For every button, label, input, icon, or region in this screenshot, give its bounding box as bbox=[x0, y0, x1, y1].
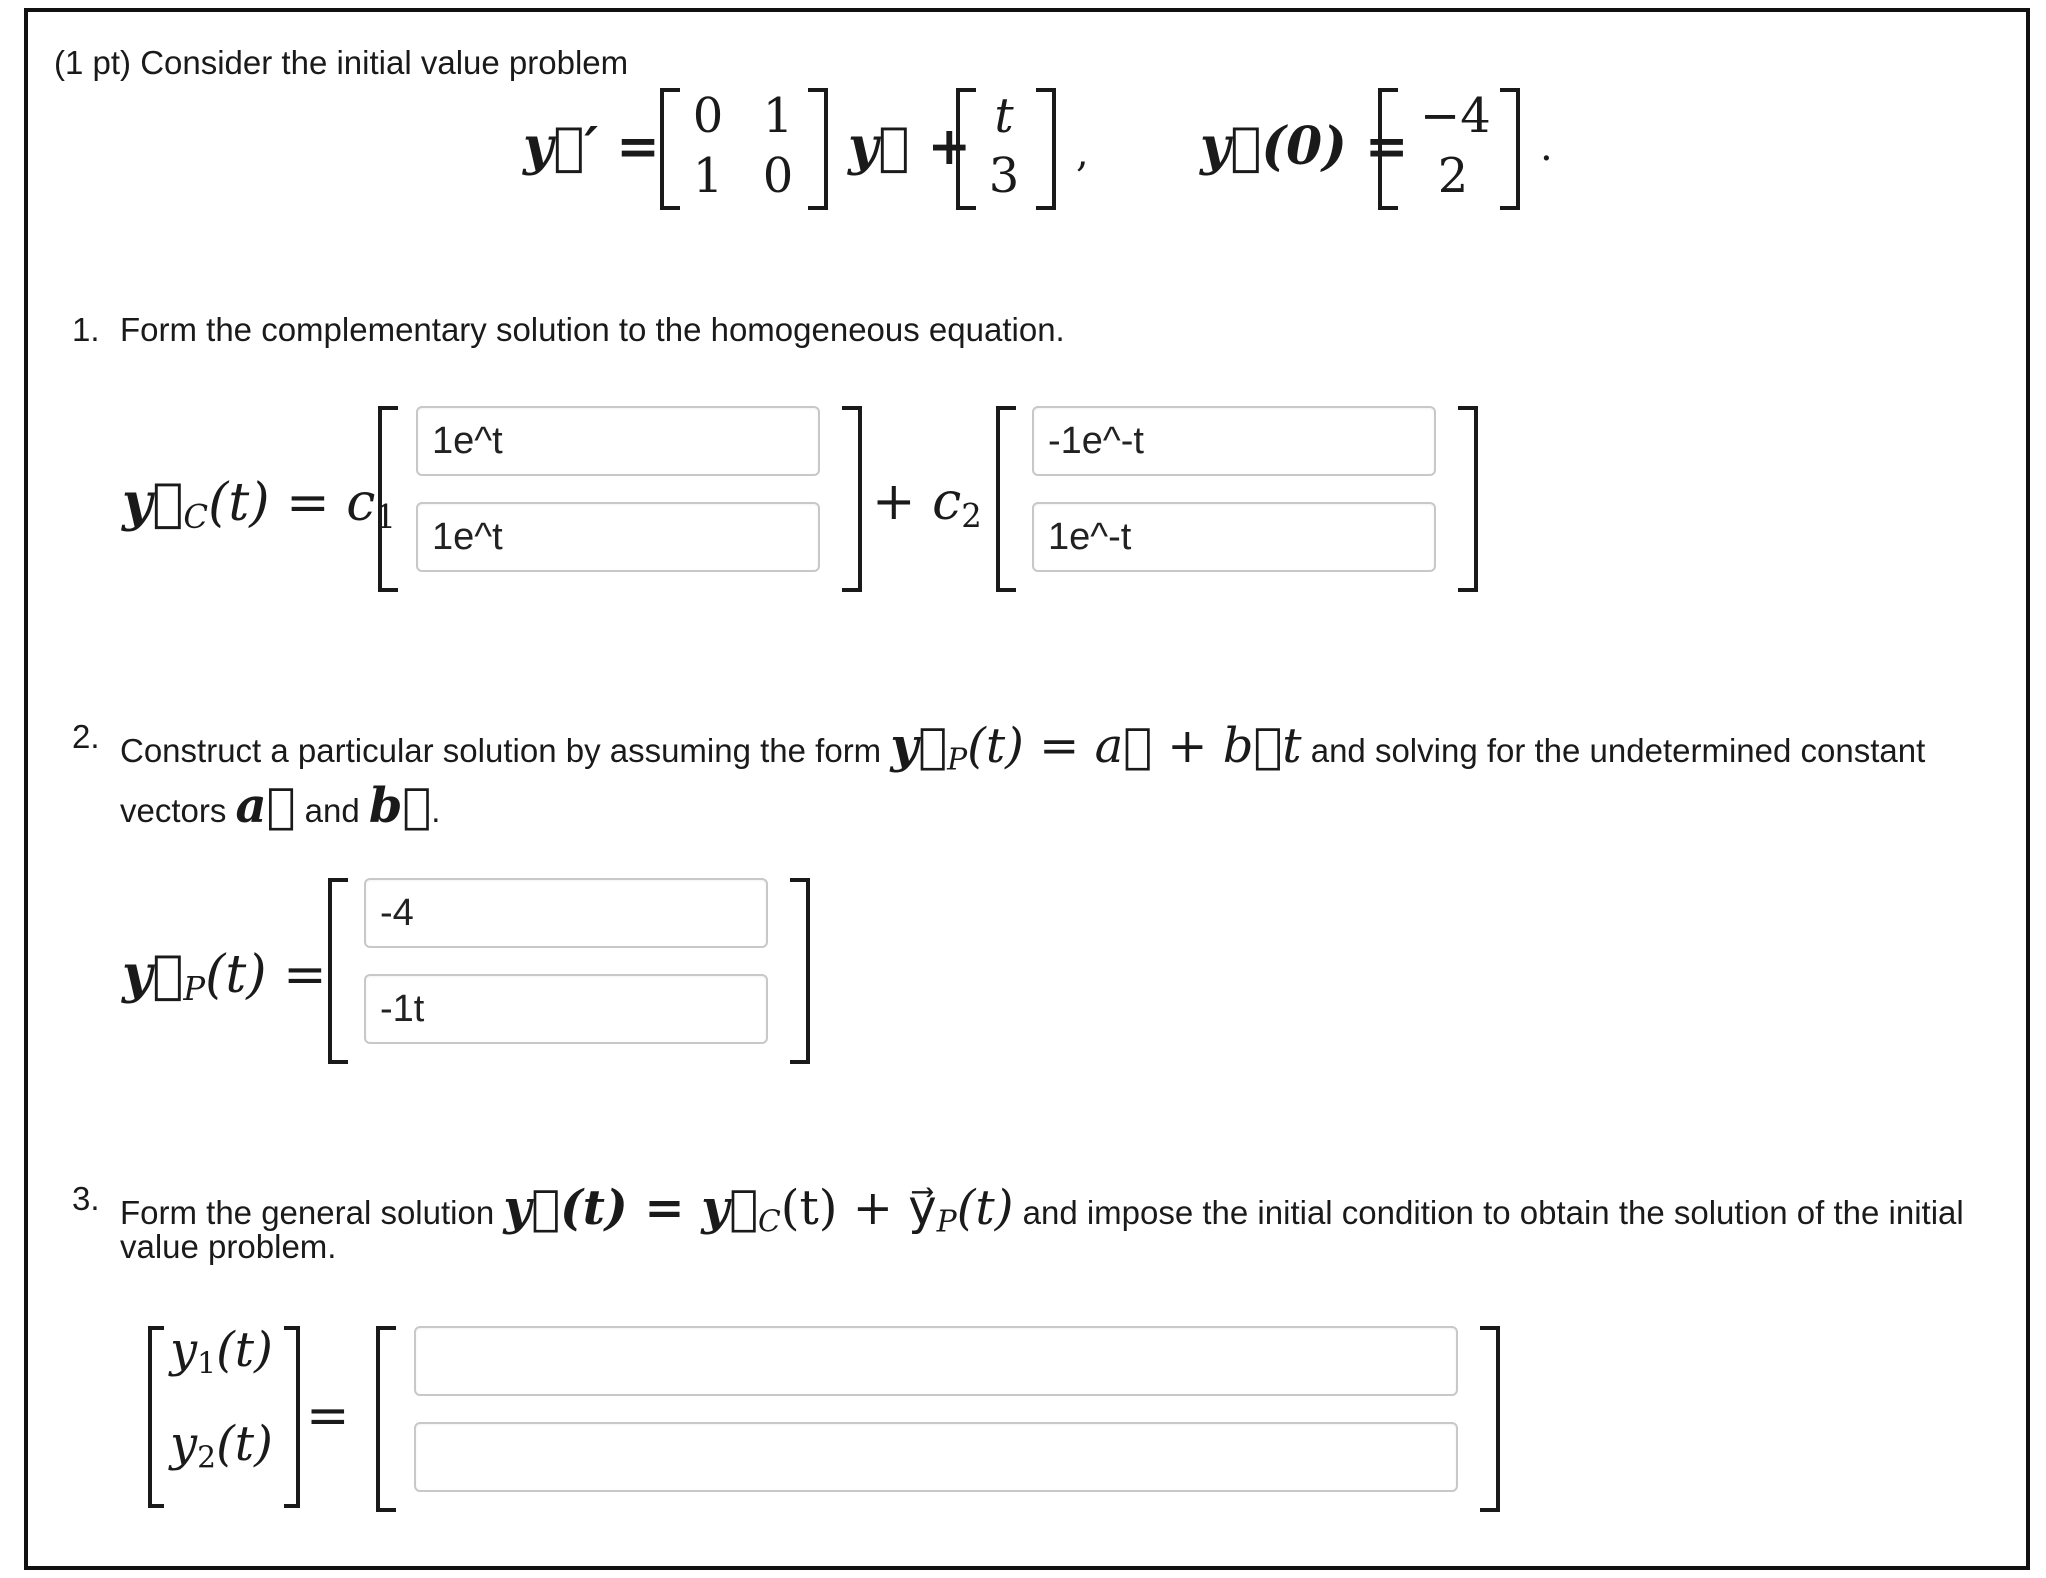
part3-instruction-line1: Form the general solution y⃗(t) = $y⃗_C(t)$ + $y⃗_P(t)$ and impose the initial condition to obtain the solution of the initial bbox=[120, 1180, 1964, 1240]
yvec-left-bracket bbox=[148, 1326, 164, 1508]
forcing-left-bracket bbox=[956, 88, 976, 210]
matrix-right-bracket bbox=[808, 88, 828, 210]
yc-v1-left-bracket bbox=[378, 406, 398, 592]
y2-label: $y_2(t)$ bbox=[170, 1416, 273, 1476]
forcing-top: t bbox=[994, 88, 1014, 144]
part2-number: 2. bbox=[72, 718, 100, 755]
yp-bottom-input[interactable] bbox=[364, 974, 768, 1044]
yc-v1-right-bracket bbox=[842, 406, 862, 592]
yvec-right-bracket bbox=[284, 1326, 300, 1508]
ivp-y-plus: y⃗ + bbox=[848, 116, 972, 177]
matrix-left-bracket bbox=[660, 88, 680, 210]
matrix-a11: 0 bbox=[692, 88, 724, 144]
yc-v2-top-input[interactable] bbox=[1032, 406, 1436, 476]
yc-label: $y⃗_C(t) = c_1$ bbox=[122, 472, 396, 537]
plus-c2: + $c_2$ bbox=[872, 472, 982, 536]
general-equals: = bbox=[306, 1386, 350, 1446]
ic-right-bracket bbox=[1500, 88, 1520, 210]
part3-instruction-line2: value problem. bbox=[120, 1228, 337, 1265]
part3-number: 3. bbox=[72, 1180, 100, 1217]
yp-label: $y⃗_P(t)$ = bbox=[122, 944, 327, 1009]
solution-top-input[interactable] bbox=[414, 1326, 1458, 1396]
ic-bottom: 2 bbox=[1437, 148, 1469, 204]
solution-bottom-input[interactable] bbox=[414, 1422, 1458, 1492]
matrix-a22: 0 bbox=[762, 148, 794, 204]
gs-left-bracket bbox=[376, 1326, 396, 1512]
part1-number: 1. bbox=[72, 311, 100, 348]
problem-intro: (1 pt) Consider the initial value problem bbox=[54, 44, 629, 81]
forcing-bottom: 3 bbox=[988, 148, 1020, 204]
ic-period: . bbox=[1540, 124, 1553, 170]
yc-v1-bottom-input[interactable] bbox=[416, 502, 820, 572]
ivp-comma: , bbox=[1076, 130, 1089, 176]
part2-instruction-line1: Construct a particular solution by assuming the form $y⃗_P(t)$ = a⃗ + b⃗t and solving for the undetermined constant bbox=[120, 718, 1926, 778]
matrix-a21: 1 bbox=[692, 148, 724, 204]
yc-v2-left-bracket bbox=[996, 406, 1016, 592]
yp-left-bracket bbox=[328, 878, 348, 1064]
forcing-right-bracket bbox=[1036, 88, 1056, 210]
ivp-lhs: y⃗′ = bbox=[523, 116, 660, 177]
yp-top-input[interactable] bbox=[364, 878, 768, 948]
ic-top: −4 bbox=[1420, 88, 1491, 144]
matrix-a12: 1 bbox=[762, 88, 794, 144]
ic-left-bracket bbox=[1378, 88, 1398, 210]
yp-right-bracket bbox=[790, 878, 810, 1064]
yc-v1-top-input[interactable] bbox=[416, 406, 820, 476]
y1-label: $y_1(t)$ bbox=[170, 1322, 273, 1382]
part2-instruction-line2: vectors a⃗ and b⃗. bbox=[120, 778, 441, 834]
part1-instruction: Form the complementary solution to the homogeneous equation. bbox=[120, 311, 1065, 348]
ic-lhs: y⃗(0) = bbox=[1200, 116, 1409, 177]
yc-v2-right-bracket bbox=[1458, 406, 1478, 592]
yc-v2-bottom-input[interactable] bbox=[1032, 502, 1436, 572]
gs-right-bracket bbox=[1480, 1326, 1500, 1512]
